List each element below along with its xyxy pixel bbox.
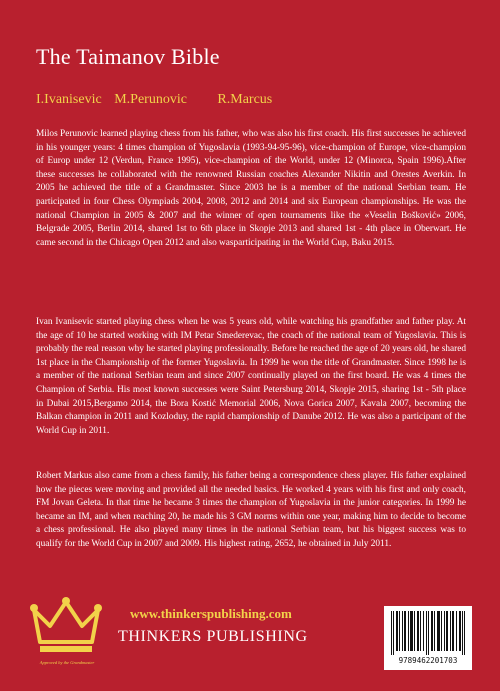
isbn-number: 9789462201703	[398, 656, 458, 665]
crown-icon	[30, 596, 102, 658]
bio-paragraph-ivanisevic: Ivan Ivanisevic started playing chess when he was 5 years old, while watching his grandfather and father play. At the age of 10 he started working with IM Petar Smederevac, the coach of the national team of Yugoslavia. This is probably the real reason why he started playing professionally. Before he reached the age of 20 years old, he shared 1st place in the Championship of the former Yugoslavia. In 1999 he won the title of Grandmaster. Since 1998 he is a member of the national Serbian team and since 2007 continually played on the first board. He was 4 times the Champion of Serbia. His most known successes were Saint Petersburg 2014, Skopje 2015, sharing 1st - 5th place in Dubai 2015,Bergamo 2014, the Bora Kostić Memorial 2006, Nova Gorica 2007, Kavala 2007, becoming the Balkan champion in 2011 and Kozloduy, the rapid championship of Danube 2012. He was also a participant of the World Cup in 2011.	[36, 317, 466, 436]
bio-paragraph-markus: Robert Markus also came from a chess family, his father being a correspondence chess player. His father explained how the pieces were moving and provided all the needed basics. He worked 4 years with his first and only coach, FM Jovan Geleta. In that time he became 3 times the champion of Yugoslavia in the junior categories. In 1999 he became an IM, and when reaching 20, he made his 3 GM norms within one year, making him to decide to become a chess professional. He also played many times in the national Serbian team, but his biggest success was to qualify for the World Cup in 2007 and 2009. His highest rating, 2652, he obtained in July 2011.	[36, 471, 466, 549]
barcode	[384, 606, 472, 670]
bio-paragraph-perunovic: Milos Perunovic learned playing chess from his father, who was also his first coach. His first successes he achieved in his younger years: 4 times champion of Yugoslavia (1993-94-95-96), vice-champion of Europe, vice-champion of Europ under 12 (Verdun, France 1995), vice-champion of the World, under 12 (Minorca, Spain 1996).After these successes he collaborated with the renowned Russian coaches Alexander Nikitin and Orestes Averkin. In 2005 he achieved the title of a Grandmaster. Since 2003 he is a member of the national Serbian team. He participated in four Chess Olympiads 2004, 2008, 2012 and 2014 and six European championships. He was the national Champion in 2005 & 2007 and the winner of open tournaments like the «Veselin Bošković» 2006, Belgrade 2005, Berlin 2014, shared 1st to 6th place in Skopje 2013 and shared 1st - 4th place in Oberwart. He came second in the Chicago Open 2012 and also wasparticipating in the World Cup, Baku 2015.	[36, 129, 466, 248]
logo-caption: Approved by the Grandmaster	[39, 660, 95, 665]
author-name: R.Marcus	[217, 92, 273, 107]
book-title: The Taimanov Bible	[36, 44, 220, 69]
author-list	[36, 92, 281, 108]
publisher-website: www.thinkerspublishing.com	[130, 606, 292, 621]
author-name: M.Perunovic	[114, 92, 187, 107]
author-name: I.Ivanisevic	[36, 92, 102, 107]
barcode-icon	[390, 611, 466, 655]
publisher-name: THINKERS PUBLISHING	[118, 628, 308, 645]
